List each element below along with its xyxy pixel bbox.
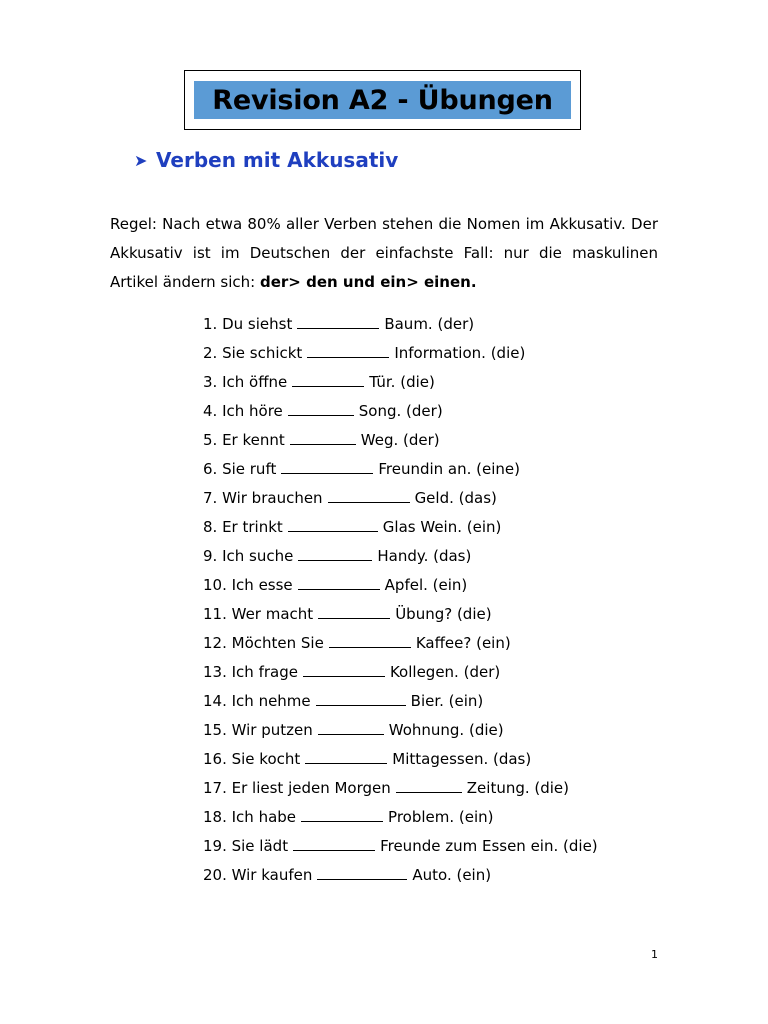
exercise-item [203, 571, 598, 600]
title-banner [194, 81, 571, 119]
answer-blank[interactable] [288, 401, 354, 416]
rule-emphasis: der> den und ein> einen. [259, 273, 477, 291]
exercise-hint: Freundin an. (eine) [378, 460, 520, 478]
exercise-prompt: 1. Du siehst [203, 315, 293, 333]
exercise-item [203, 310, 598, 339]
answer-blank[interactable] [298, 575, 380, 590]
answer-blank[interactable] [293, 836, 375, 851]
answer-blank[interactable] [303, 662, 385, 677]
exercise-hint: Tür. (die) [369, 373, 435, 391]
exercise-prompt: 10. Ich esse [203, 576, 293, 594]
exercise-prompt: 19. Sie lädt [203, 837, 289, 855]
exercise-prompt: 5. Er kennt [203, 431, 285, 449]
answer-blank[interactable] [396, 778, 462, 793]
exercise-item [203, 484, 598, 513]
exercise-hint: Zeitung. (die) [466, 779, 570, 797]
answer-blank[interactable] [317, 865, 407, 880]
exercise-item [203, 426, 598, 455]
exercise-prompt: 9. Ich suche [203, 547, 294, 565]
exercise-prompt: 12. Möchten Sie [203, 634, 324, 652]
exercise-item [203, 803, 598, 832]
exercise-item [203, 629, 598, 658]
answer-blank[interactable] [298, 546, 372, 561]
exercise-hint: Baum. (der) [384, 315, 475, 333]
answer-blank[interactable] [328, 488, 410, 503]
exercise-hint: Problem. (ein) [388, 808, 494, 826]
answer-blank[interactable] [307, 343, 389, 358]
answer-blank[interactable] [318, 720, 384, 735]
page-number: 1 [651, 948, 658, 961]
exercise-prompt: 15. Wir putzen [203, 721, 313, 739]
title-frame [184, 70, 581, 130]
exercise-prompt: 14. Ich nehme [203, 692, 311, 710]
exercise-item [203, 687, 598, 716]
exercise-item [203, 455, 598, 484]
exercise-hint: Mittagessen. (das) [392, 750, 532, 768]
answer-blank[interactable] [288, 517, 378, 532]
exercise-prompt: 16. Sie kocht [203, 750, 301, 768]
exercise-hint: Freunde zum Essen ein. (die) [380, 837, 598, 855]
exercise-item [203, 658, 598, 687]
exercise-item [203, 600, 598, 629]
exercise-item [203, 716, 598, 745]
exercise-hint: Bier. (ein) [410, 692, 484, 710]
exercise-list [203, 310, 598, 890]
page-title: Revision A2 - Übungen [212, 84, 553, 116]
section-heading [134, 148, 398, 172]
answer-blank[interactable] [305, 749, 387, 764]
exercise-hint: Information. (die) [394, 344, 526, 362]
grammar-rule [110, 210, 658, 297]
exercise-prompt: 13. Ich frage [203, 663, 298, 681]
answer-blank[interactable] [329, 633, 411, 648]
answer-blank[interactable] [316, 691, 406, 706]
exercise-item [203, 513, 598, 542]
exercise-hint: Glas Wein. (ein) [382, 518, 502, 536]
answer-blank[interactable] [281, 459, 373, 474]
exercise-prompt: 18. Ich habe [203, 808, 297, 826]
exercise-item [203, 832, 598, 861]
answer-blank[interactable] [292, 372, 364, 387]
exercise-item [203, 745, 598, 774]
exercise-prompt: 11. Wer macht [203, 605, 314, 623]
exercise-hint: Handy. (das) [377, 547, 472, 565]
exercise-prompt: 3. Ich öffne [203, 373, 288, 391]
answer-blank[interactable] [290, 430, 356, 445]
exercise-item [203, 542, 598, 571]
exercise-hint: Weg. (der) [360, 431, 440, 449]
exercise-hint: Kollegen. (der) [389, 663, 501, 681]
exercise-item [203, 368, 598, 397]
exercise-prompt: 17. Er liest jeden Morgen [203, 779, 391, 797]
exercise-prompt: 8. Er trinkt [203, 518, 283, 536]
exercise-item [203, 861, 598, 890]
exercise-prompt: 2. Sie schickt [203, 344, 303, 362]
exercise-hint: Song. (der) [358, 402, 443, 420]
exercise-hint: Wohnung. (die) [388, 721, 504, 739]
exercise-hint: Übung? (die) [395, 605, 492, 623]
exercise-prompt: 4. Ich höre [203, 402, 283, 420]
answer-blank[interactable] [318, 604, 390, 619]
answer-blank[interactable] [301, 807, 383, 822]
arrowhead-bullet-icon: ➤ [134, 150, 148, 170]
rule-text: Regel: Nach etwa 80% aller Verben stehen die Nomen im Akkusativ. Der Akkusativ ist im Deutschen der einfachste Fall: nur die maskulinen Artikel ändern sich: [110, 215, 658, 291]
answer-blank[interactable] [297, 314, 379, 329]
exercise-prompt: 20. Wir kaufen [203, 866, 313, 884]
exercise-item [203, 774, 598, 803]
exercise-hint: Apfel. (ein) [384, 576, 468, 594]
exercise-prompt: 6. Sie ruft [203, 460, 277, 478]
exercise-item [203, 397, 598, 426]
exercise-hint: Auto. (ein) [412, 866, 492, 884]
exercise-hint: Kaffee? (ein) [415, 634, 511, 652]
exercise-prompt: 7. Wir brauchen [203, 489, 323, 507]
exercise-hint: Geld. (das) [414, 489, 497, 507]
section-heading-text: Verben mit Akkusativ [156, 148, 399, 172]
exercise-item [203, 339, 598, 368]
